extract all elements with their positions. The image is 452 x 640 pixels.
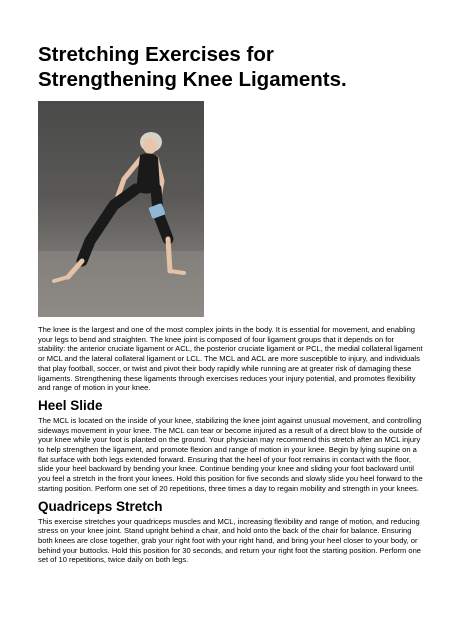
article-body <box>38 325 423 565</box>
intro-paragraph: The knee is the largest and one of the most complex joints in the body. It is essential for movement, and enabling your legs to bend and straighten. The knee joint is composed of four ligament groups that it depends on for stability: the anterior cruciate ligament or ACL, the posterior cruciate ligament or PCL, the medial collateral ligament or MCL and the lateral collateral ligament or LCL. The MCL and ACL are more susceptible to injury, and individuals that play football, soccer, or twist and pivot their body rapidly while running are at greater risk of damaging these ligaments. Strengthening these ligaments through exercises reduces your injury potential, and promotes flexibility and range of motion in your knee. <box>38 325 423 393</box>
section-heading-heel-slide: Heel Slide <box>38 397 103 413</box>
document-title: Stretching Exercises for Strengthening Knee Ligaments. <box>38 43 347 91</box>
section-text-heel-slide: The MCL is located on the inside of your knee, stabilizing the knee joint against unusual movement, and controlling sideways movement in your knee. The MCL can tear or become injured as a result of a direct blow to the outside of your knee while your foot is planted on the ground. Your physician may recommend this stretch after an MCL injury to help strengthen the ligament, and promote flexion and range of motion in your knee. Begin by lying supine on a flat surface with both legs extended forward. Ensuring that the heel of your foot remains in contact with the floor, slide your heel backward by bending your knee. Continue bending your knee and sliding your foot backward until you feel a stretch in the front your knees. Hold this position for five seconds and slowly slide you heel forward to the starting position. Perform one set of 20 repetitions, three times a day to regain mobility and strength in your knees. <box>38 415 423 493</box>
section-text-quadriceps-stretch: This exercise stretches your quadriceps muscles and MCL, increasing flexibility and range of motion, and reducing stress on your knee joint. Stand upright behind a chair, and hold onto the back of the chair for balance. Ensuring both knees are close together, grab your right foot with your right hand, and bring your heel closer to your body, or behind your buttocks. Hold this position for 30 seconds, and return your right foot the starting position. Perform one set of 10 repetitions, twice daily on both legs. <box>38 516 422 565</box>
woman-lunge-illustration <box>38 101 204 317</box>
exercise-photo <box>38 101 204 317</box>
section-heading-quadriceps-stretch: Quadriceps Stretch <box>38 498 163 514</box>
